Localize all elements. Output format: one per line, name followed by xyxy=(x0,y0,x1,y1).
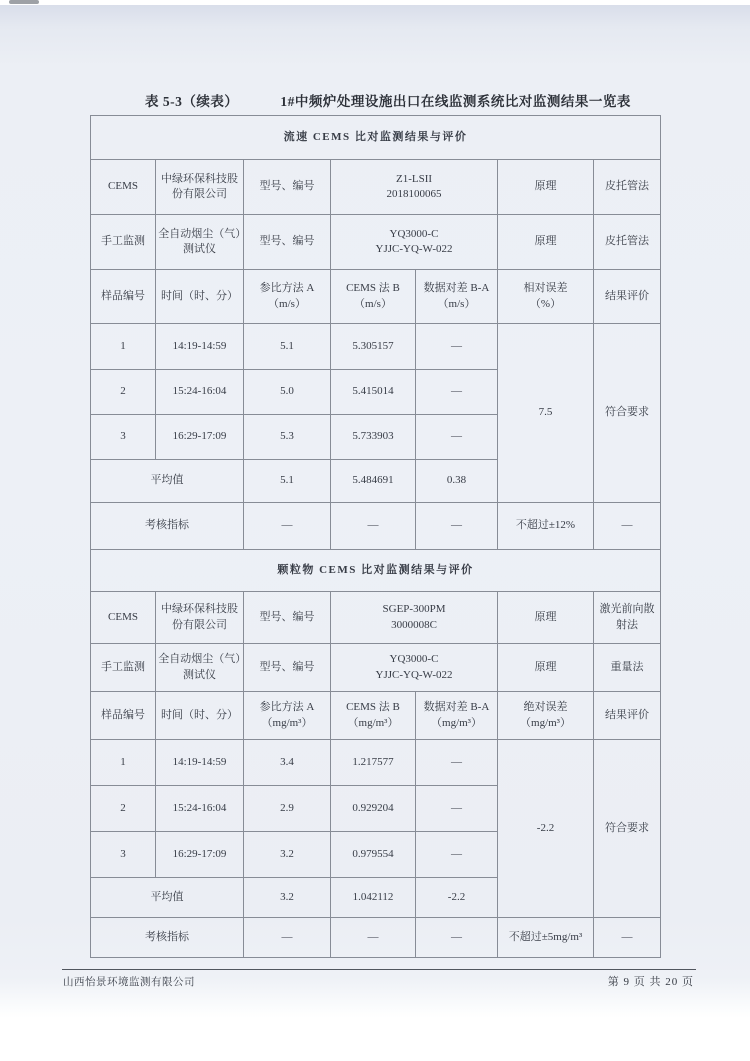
pm-manual-principle: 重量法 xyxy=(594,644,661,692)
sample-diff-value: — xyxy=(416,415,498,460)
flow-col-diff-unit: （m/s） xyxy=(437,297,476,310)
flow-relative-error-value: 7.5 xyxy=(498,324,594,503)
sample-ref-value: 5.0 xyxy=(244,370,331,415)
page-title: 1#中频炉处理设施出口在线监测系统比对监测结果一览表 xyxy=(280,94,631,109)
pm-col-diff-unit: （mg/m³） xyxy=(431,716,482,729)
flow-col-ref-unit: （m/s） xyxy=(268,297,306,310)
average-ref-value: 5.1 xyxy=(244,460,331,503)
sample-diff-value: — xyxy=(416,324,498,370)
flow-cems-label: CEMS xyxy=(91,160,156,215)
flow-cems-serial: 2018100065 xyxy=(386,188,442,200)
flow-manual-principle: 皮托管法 xyxy=(594,215,661,270)
flow-manual-principle-label: 原理 xyxy=(498,215,594,270)
flow-cems-info-row xyxy=(91,160,661,215)
pm-absolute-error-value: -2.2 xyxy=(498,740,594,918)
sample-no: 3 xyxy=(91,832,156,878)
pm-manual-model-label: 型号、编号 xyxy=(244,644,331,692)
sample-no: 3 xyxy=(91,415,156,460)
flow-manual-model: YQ3000-C xyxy=(389,227,439,240)
pm-col-result: 结果评价 xyxy=(594,692,661,740)
flow-cems-principle: 皮托管法 xyxy=(594,160,661,215)
flow-criteria-row xyxy=(91,503,661,550)
flow-col-sample: 样品编号 xyxy=(91,270,156,324)
sample-time: 15:24-16:04 xyxy=(156,370,244,415)
sample-cems-value: 5.733903 xyxy=(331,415,416,460)
flow-section-title-row xyxy=(91,116,661,160)
pm-section-title-row xyxy=(91,550,661,592)
pm-sample-row-1 xyxy=(91,740,661,786)
pm-col-ref-name: 参比方法 A xyxy=(259,701,315,714)
flow-manual-label: 手工监测 xyxy=(91,215,156,270)
pm-cems-label: CEMS xyxy=(91,592,156,644)
flow-col-cems xyxy=(331,270,416,324)
flow-manual-info-row xyxy=(91,215,661,270)
sample-ref-value: 3.2 xyxy=(244,832,331,878)
pm-section-title: 颗粒物 CEMS 比对监测结果与评价 xyxy=(91,550,661,592)
sample-diff-value: — xyxy=(416,740,498,786)
criteria-cems: — xyxy=(331,918,416,958)
sample-cems-value: 0.979554 xyxy=(331,832,416,878)
pm-cems-principle-label: 原理 xyxy=(498,592,594,644)
criteria-label: 考核指标 xyxy=(91,918,244,958)
flow-col-ref-name: 参比方法 A xyxy=(259,282,315,295)
pm-manual-model: YQ3000-C xyxy=(389,653,439,666)
sample-no: 2 xyxy=(91,786,156,832)
sample-no: 1 xyxy=(91,740,156,786)
flow-col-result: 结果评价 xyxy=(594,270,661,324)
flow-result-value: 符合要求 xyxy=(594,324,661,503)
sample-time: 16:29-17:09 xyxy=(156,832,244,878)
average-cems-value: 5.484691 xyxy=(331,460,416,503)
flow-cems-vendor: 中绿环保科技股份有限公司 xyxy=(156,160,244,215)
pm-criteria-limit: 不超过±5mg/m³ xyxy=(498,918,594,958)
pm-cems-model-label: 型号、编号 xyxy=(244,592,331,644)
criteria-ref: — xyxy=(244,503,331,550)
footer-company-name: 山西怡景环境监测有限公司 xyxy=(63,977,195,988)
flow-cems-principle-label: 原理 xyxy=(498,160,594,215)
sample-cems-value: 5.305157 xyxy=(331,324,416,370)
sample-diff-value: — xyxy=(416,370,498,415)
scan-artifact-mark xyxy=(9,0,39,4)
criteria-diff: — xyxy=(416,503,498,550)
sample-time: 14:19-14:59 xyxy=(156,740,244,786)
flow-col-error xyxy=(498,270,594,324)
flow-criteria-result: — xyxy=(594,503,661,550)
footer-divider xyxy=(62,969,696,970)
flow-col-cems-name: CEMS 法 B xyxy=(346,282,400,295)
average-diff-value: -2.2 xyxy=(416,878,498,918)
pm-cems-model-serial xyxy=(331,592,498,644)
flow-criteria-limit: 不超过±12% xyxy=(498,503,594,550)
pm-manual-device: 全自动烟尘（气）测试仪 xyxy=(156,644,244,692)
flow-col-error-name: 相对误差 xyxy=(523,282,568,295)
flow-cems-model: Z1-LSII xyxy=(395,172,433,185)
pm-col-cems xyxy=(331,692,416,740)
pm-col-error xyxy=(498,692,594,740)
criteria-ref: — xyxy=(244,918,331,958)
flow-cems-model-serial xyxy=(331,160,498,215)
sample-time: 14:19-14:59 xyxy=(156,324,244,370)
criteria-label: 考核指标 xyxy=(91,503,244,550)
sample-cems-value: 0.929204 xyxy=(331,786,416,832)
average-label: 平均值 xyxy=(91,878,244,918)
sample-no: 2 xyxy=(91,370,156,415)
sample-ref-value: 2.9 xyxy=(244,786,331,832)
flow-col-ref xyxy=(244,270,331,324)
criteria-diff: — xyxy=(416,918,498,958)
cems-comparison-table xyxy=(90,115,661,958)
pm-col-ref-unit: （mg/m³） xyxy=(261,716,313,729)
pm-criteria-result: — xyxy=(594,918,661,958)
pm-manual-principle-label: 原理 xyxy=(498,644,594,692)
document-header xyxy=(0,90,750,110)
pm-manual-model-serial xyxy=(331,644,498,692)
pm-col-diff xyxy=(416,692,498,740)
flow-col-error-unit: （%） xyxy=(529,297,562,310)
pm-manual-info-row xyxy=(91,644,661,692)
flow-sample-row-1 xyxy=(91,324,661,370)
sample-no: 1 xyxy=(91,324,156,370)
pm-manual-label: 手工监测 xyxy=(91,644,156,692)
sample-ref-value: 5.3 xyxy=(244,415,331,460)
flow-col-diff xyxy=(416,270,498,324)
average-cems-value: 1.042112 xyxy=(331,878,416,918)
pm-criteria-row xyxy=(91,918,661,958)
pm-col-ref xyxy=(244,692,331,740)
flow-manual-serial: YJJC-YQ-W-022 xyxy=(375,243,453,255)
sample-diff-value: — xyxy=(416,832,498,878)
average-label: 平均值 xyxy=(91,460,244,503)
flow-section-title: 流速 CEMS 比对监测结果与评价 xyxy=(91,116,661,160)
pm-col-error-name: 绝对误差 xyxy=(523,701,568,714)
flow-manual-model-serial xyxy=(331,215,498,270)
pm-cems-principle: 激光前向散射法 xyxy=(594,592,661,644)
table-label: 表 5-3（续表） xyxy=(145,94,239,109)
flow-col-time: 时间（时、分） xyxy=(156,270,244,324)
sample-cems-value: 5.415014 xyxy=(331,370,416,415)
pm-cems-serial: 3000008C xyxy=(391,618,437,631)
sample-cems-value: 1.217577 xyxy=(331,740,416,786)
flow-col-cems-unit: （m/s） xyxy=(354,297,392,310)
pm-column-header-row xyxy=(91,692,661,740)
criteria-cems: — xyxy=(331,503,416,550)
average-diff-value: 0.38 xyxy=(416,460,498,503)
flow-column-header-row xyxy=(91,270,661,324)
sample-time: 15:24-16:04 xyxy=(156,786,244,832)
pm-cems-model: SGEP-300PM xyxy=(382,603,446,616)
footer-page-number: 第 9 页 共 20 页 xyxy=(607,976,694,988)
pm-col-diff-name: 数据对差 B-A xyxy=(423,701,490,714)
sample-ref-value: 5.1 xyxy=(244,324,331,370)
flow-manual-model-label: 型号、编号 xyxy=(244,215,331,270)
pm-col-cems-name: CEMS 法 B xyxy=(346,701,400,714)
flow-col-diff-name: 数据对差 B-A xyxy=(423,282,490,295)
pm-col-error-unit: （mg/m³） xyxy=(520,716,571,729)
pm-result-value: 符合要求 xyxy=(594,740,661,918)
flow-manual-device: 全自动烟尘（气）测试仪 xyxy=(156,215,244,270)
pm-cems-info-row xyxy=(91,592,661,644)
pm-col-sample: 样品编号 xyxy=(91,692,156,740)
average-ref-value: 3.2 xyxy=(244,878,331,918)
pm-cems-vendor: 中绿环保科技股份有限公司 xyxy=(156,592,244,644)
pm-manual-serial: YJJC-YQ-W-022 xyxy=(375,668,453,681)
sample-time: 16:29-17:09 xyxy=(156,415,244,460)
sample-diff-value: — xyxy=(416,786,498,832)
pm-col-time: 时间（时、分） xyxy=(156,692,244,740)
pm-col-cems-unit: （mg/m³） xyxy=(347,716,399,729)
sample-ref-value: 3.4 xyxy=(244,740,331,786)
flow-cems-model-label: 型号、编号 xyxy=(244,160,331,215)
